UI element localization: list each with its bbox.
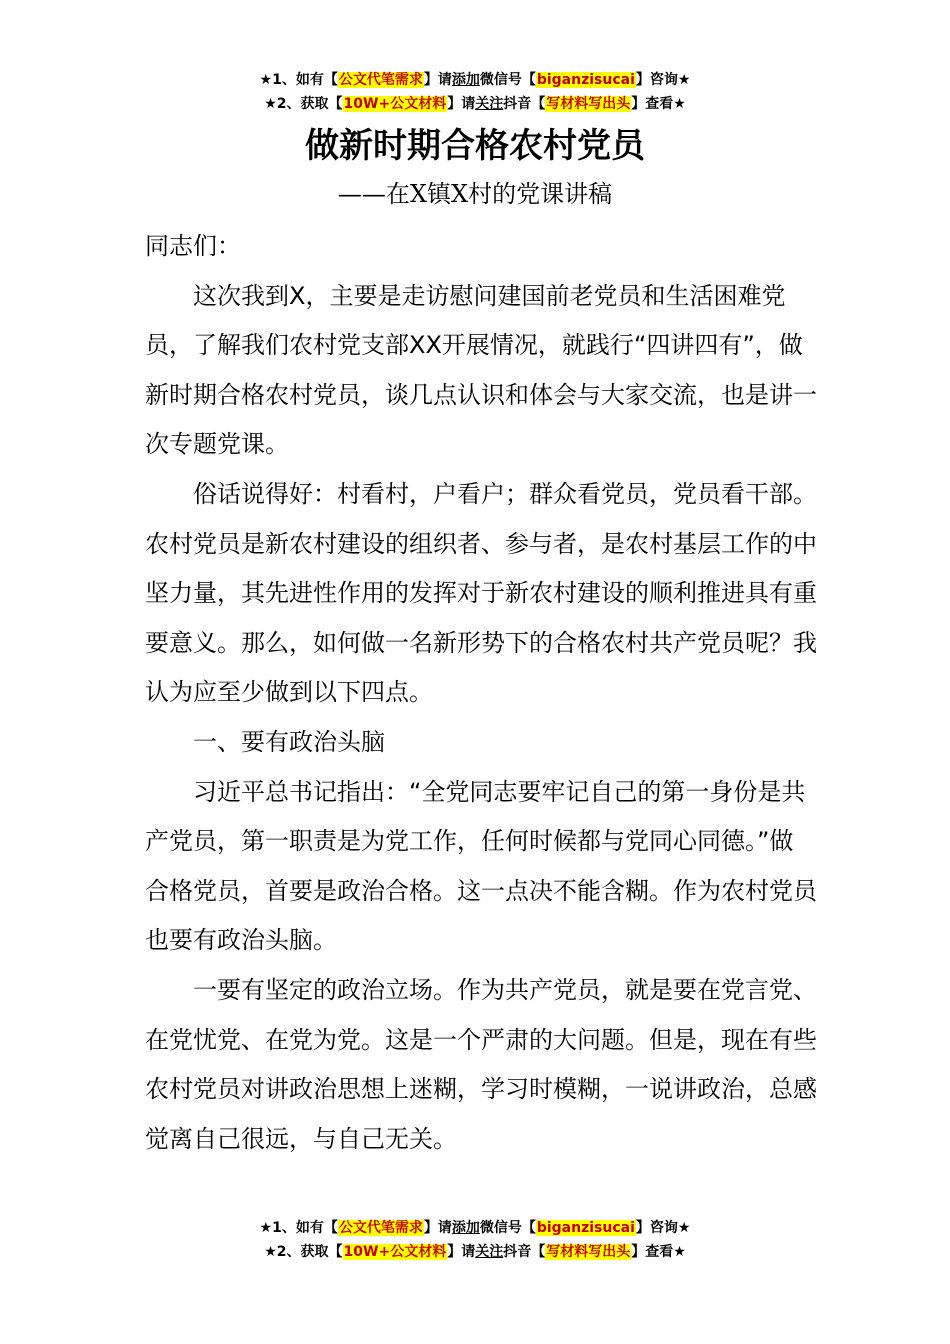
douyin-account: 写材料写出头 xyxy=(546,1244,631,1260)
banner-text: 】请 xyxy=(423,1220,452,1236)
banner-text: 抖音【 xyxy=(503,1244,546,1260)
star-icon: ★ xyxy=(677,72,691,88)
paragraph: 习近平总书记指出：“全党同志要牢记自己的第一身份是共产党员，第一职责是为党工作，任何时候都与党同心同德。”做合格党员，首要是政治合格。这一点决不能含糊。作为农村党员也要有政治头脑。 xyxy=(145,777,817,955)
banner-text: 微信号【 xyxy=(479,72,536,88)
star-icon: ★ xyxy=(264,96,277,112)
star-icon: ★ xyxy=(259,1220,273,1236)
highlight-text: 10W+公文材料 xyxy=(343,96,447,112)
star-icon: ★ xyxy=(259,72,273,88)
banner-line-2 xyxy=(0,1240,950,1264)
banner-text: 2、获取【 xyxy=(276,1244,343,1260)
banner-text: 1、如有【 xyxy=(272,72,338,88)
bottom-banner xyxy=(0,1216,950,1264)
salutation: 同志们： xyxy=(145,232,241,260)
paragraph: 一要有坚定的政治立场。作为共产党员，就是要在党言党、在党忧党、在党为党。这是一个严肃的大问题。但是，现在有些农村党员对讲政治思想上迷糊，学习时模糊，一说讲政治，总感觉离自己很远，与自己无关。 xyxy=(145,975,817,1153)
douyin-account: 写材料写出头 xyxy=(546,96,631,112)
document-body xyxy=(145,222,817,1164)
star-icon: ★ xyxy=(673,96,686,112)
banner-text: 】查看 xyxy=(631,1244,674,1260)
banner-line-1 xyxy=(0,1216,950,1240)
document-title: 做新时期合格农村党员 xyxy=(305,126,645,166)
banner-text: 微信号【 xyxy=(479,1220,536,1236)
underlined-text: 添加 xyxy=(451,72,480,88)
underlined-text: 添加 xyxy=(451,1220,480,1236)
banner-text: 1、如有【 xyxy=(272,1220,338,1236)
highlight-text: 公文代笔需求 xyxy=(338,1220,423,1236)
section-heading: 一、要有政治头脑 xyxy=(193,727,385,756)
paragraph: 这次我到X，主要是走访慰问建国前老党员和生活困难党员，了解我们农村党支部XX开展情况，就践行“四讲四有”，做新时期合格农村党员，谈几点认识和体会与大家交流，也是讲一次专题党课。 xyxy=(145,281,817,459)
underlined-text: 关注 xyxy=(475,96,504,112)
highlight-text: 公文代笔需求 xyxy=(338,72,423,88)
banner-text: 】查看 xyxy=(631,96,674,112)
banner-text: 抖音【 xyxy=(503,96,546,112)
paragraph: 俗话说得好：村看村，户看户；群众看党员，党员看干部。农村党员是新农村建设的组织者、参与者，是农村基层工作的中坚力量，其先进性作用的发挥对于新农村建设的顺利推进具有重要意义。那么，如何做一名新形势下的合格农村共产党员呢？我认为应至少做到以下四点。 xyxy=(145,479,817,707)
document-subtitle: ——在X镇X村的党课讲稿 xyxy=(337,180,613,208)
star-icon: ★ xyxy=(673,1244,686,1260)
banner-text: 】请 xyxy=(447,96,476,112)
highlight-text: 10W+公文材料 xyxy=(343,1244,447,1260)
banner-text: 】咨询 xyxy=(635,1220,678,1236)
banner-text: 】请 xyxy=(423,72,452,88)
wechat-id: biganzisucai xyxy=(536,72,635,88)
top-banner xyxy=(0,68,950,116)
star-icon: ★ xyxy=(677,1220,691,1236)
banner-text: 】咨询 xyxy=(635,72,678,88)
wechat-id: biganzisucai xyxy=(536,1220,635,1236)
banner-text: 2、获取【 xyxy=(276,96,343,112)
banner-line-2 xyxy=(0,92,950,116)
star-icon: ★ xyxy=(264,1244,277,1260)
banner-text: 】请 xyxy=(447,1244,476,1260)
banner-line-1 xyxy=(0,68,950,92)
underlined-text: 关注 xyxy=(475,1244,504,1260)
